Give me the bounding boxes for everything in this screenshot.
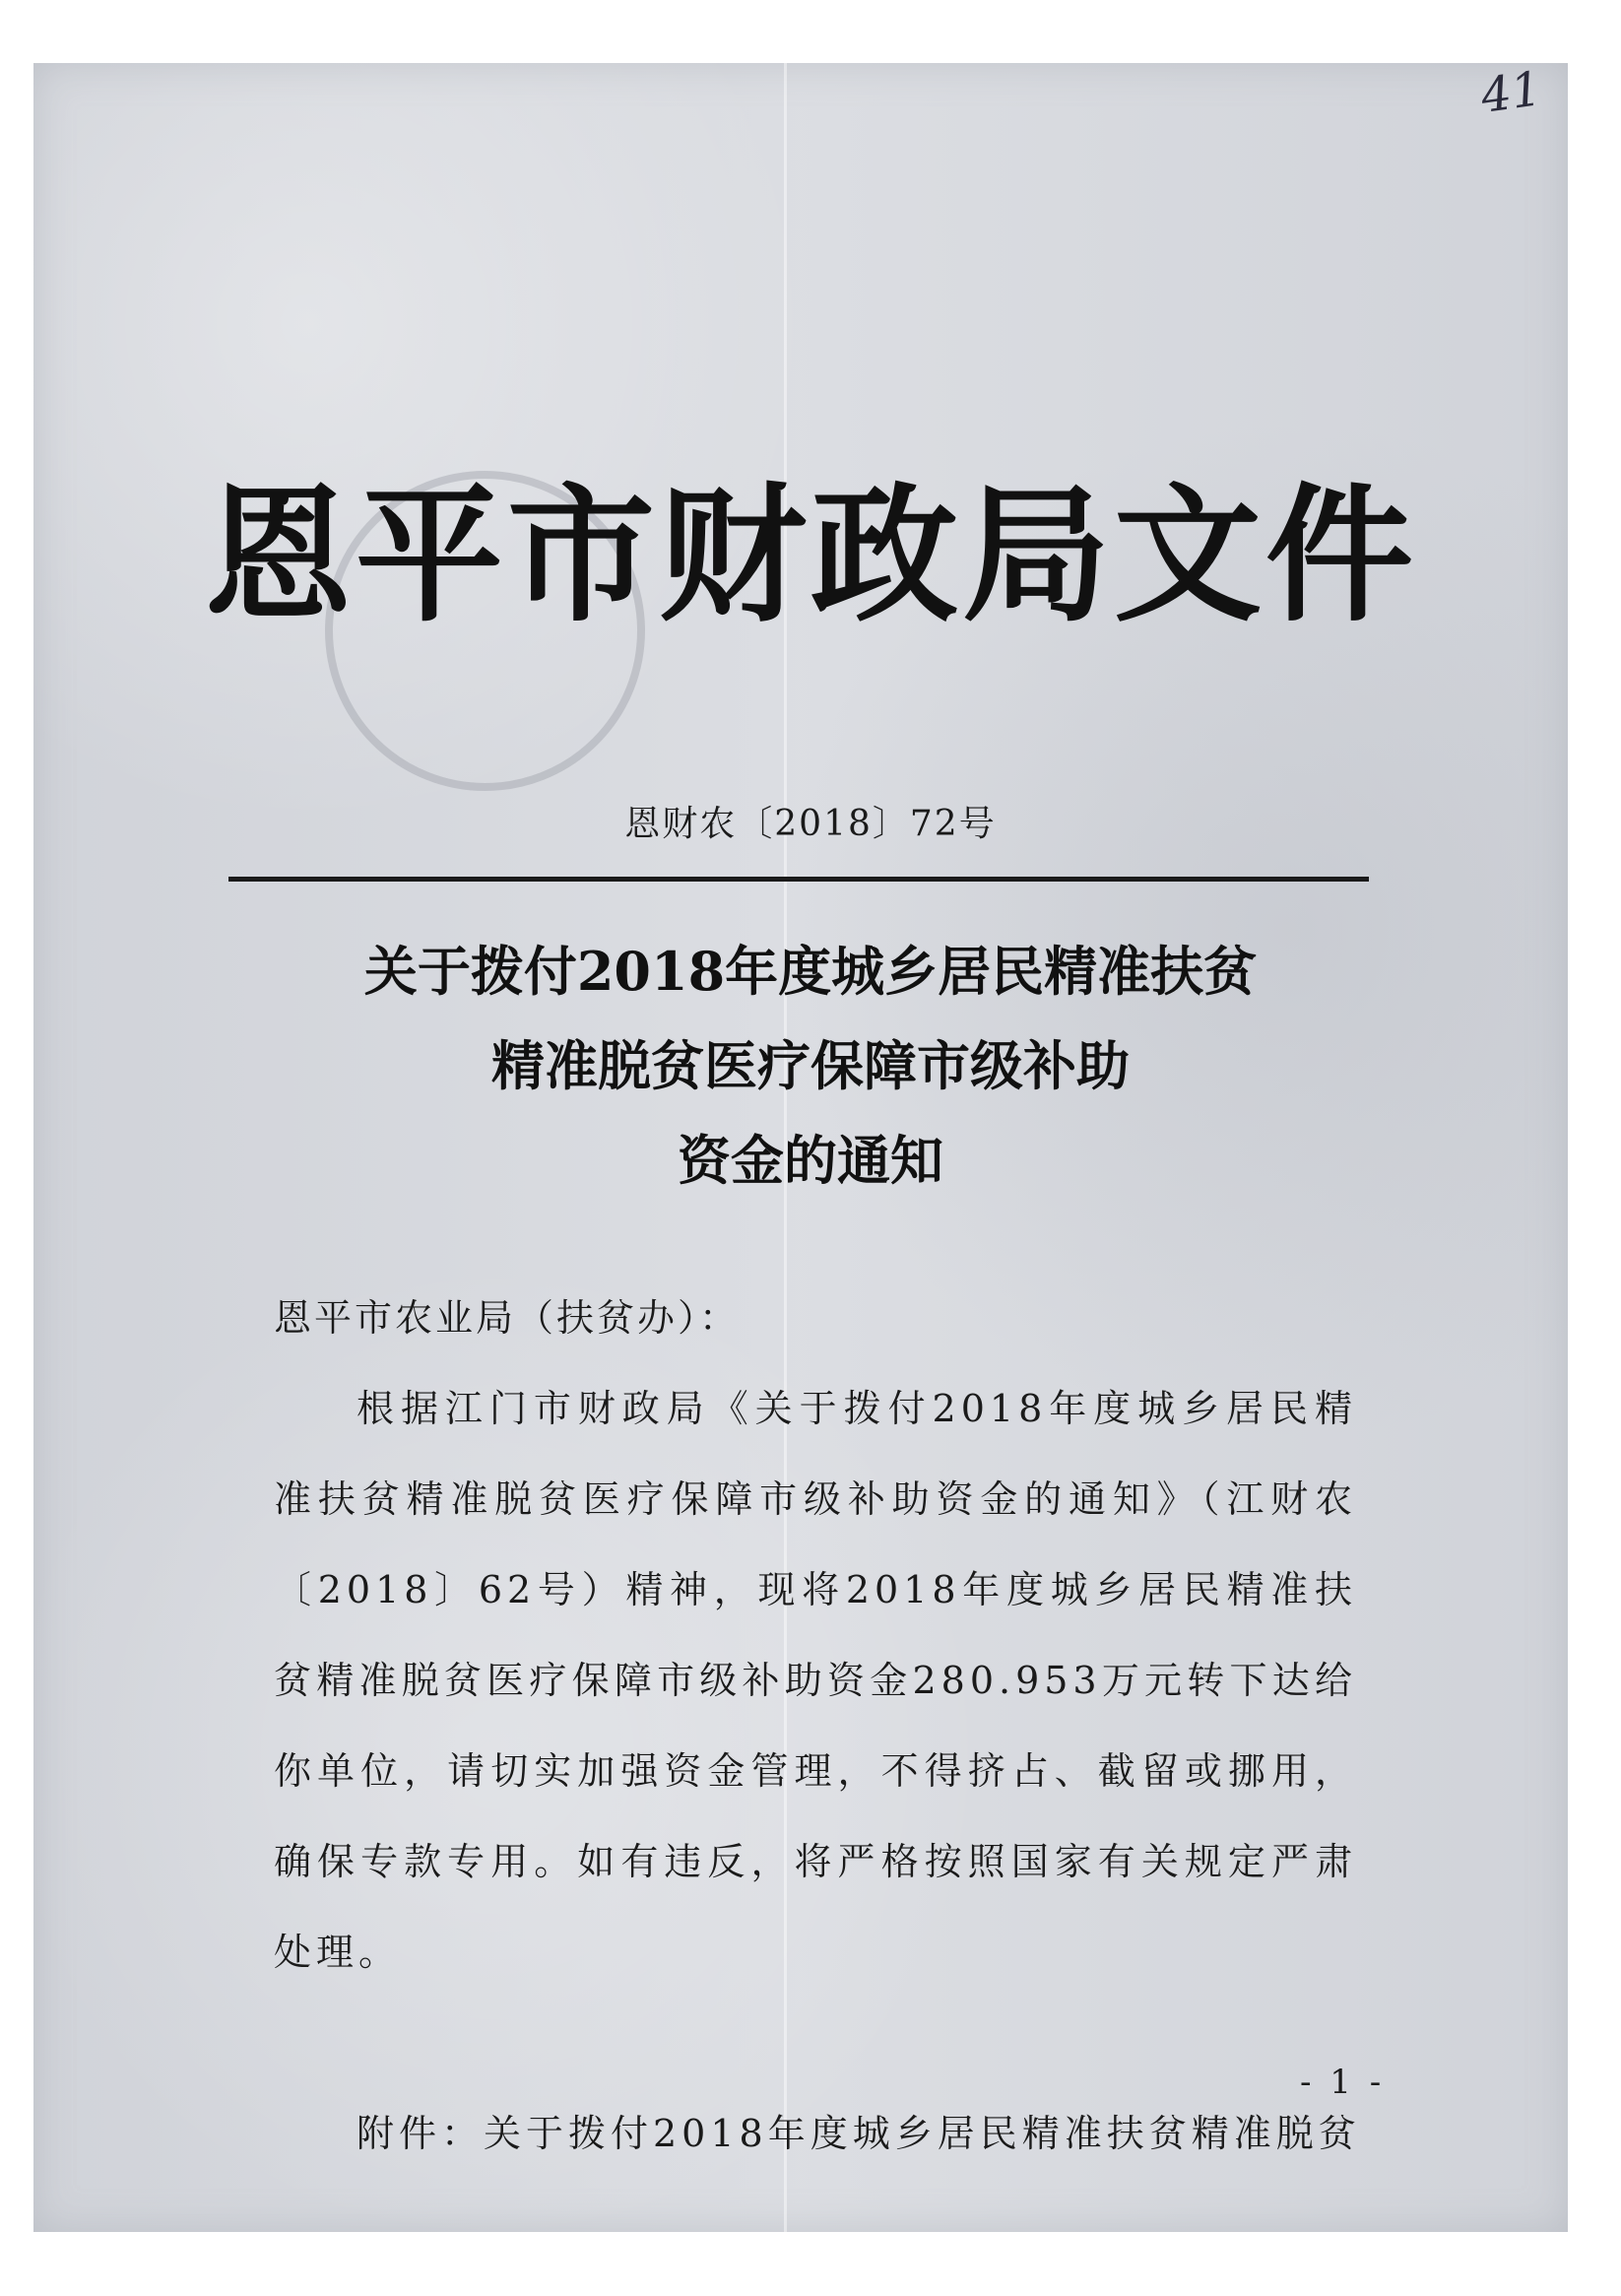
- document-masthead: 恩平市财政局文件: [203, 471, 1417, 642]
- notice-title: [0, 924, 1621, 1208]
- notice-body: [274, 1273, 1361, 2179]
- title-line: 精准脱贫医疗保障市级补助: [491, 1034, 1130, 1097]
- title-line: 关于拨付2018年度城乡居民精准扶贫: [363, 940, 1258, 1003]
- recipient-line: 恩平市农业局（扶贫办）：: [274, 1296, 741, 1340]
- title-line: 资金的通知: [678, 1129, 943, 1192]
- masthead-divider: [228, 877, 1369, 882]
- document-number: 恩财农〔2018〕72号: [624, 804, 997, 844]
- handwritten-page-mark: 41: [1477, 61, 1545, 124]
- page-number: - 1 -: [1300, 2063, 1386, 2102]
- body-paragraph: 根据江门市财政局《关于拨付2018年度城乡居民精准扶贫精准脱贫医疗保障市级补助资金的通知》（江财农〔2018〕62号）精神，现将2018年度城乡居民精准扶贫精准脱贫医疗保障市级补助资金280.953万元转下达给你单位，请切实加强资金管理，不得挤占、截留或挪用，确保专款专用。如有违反，将严格按照国家有关规定严肃处理。: [274, 1387, 1357, 1974]
- attachment-line: 附件：关于拨付2018年度城乡居民精准扶贫精准脱贫: [357, 2112, 1361, 2155]
